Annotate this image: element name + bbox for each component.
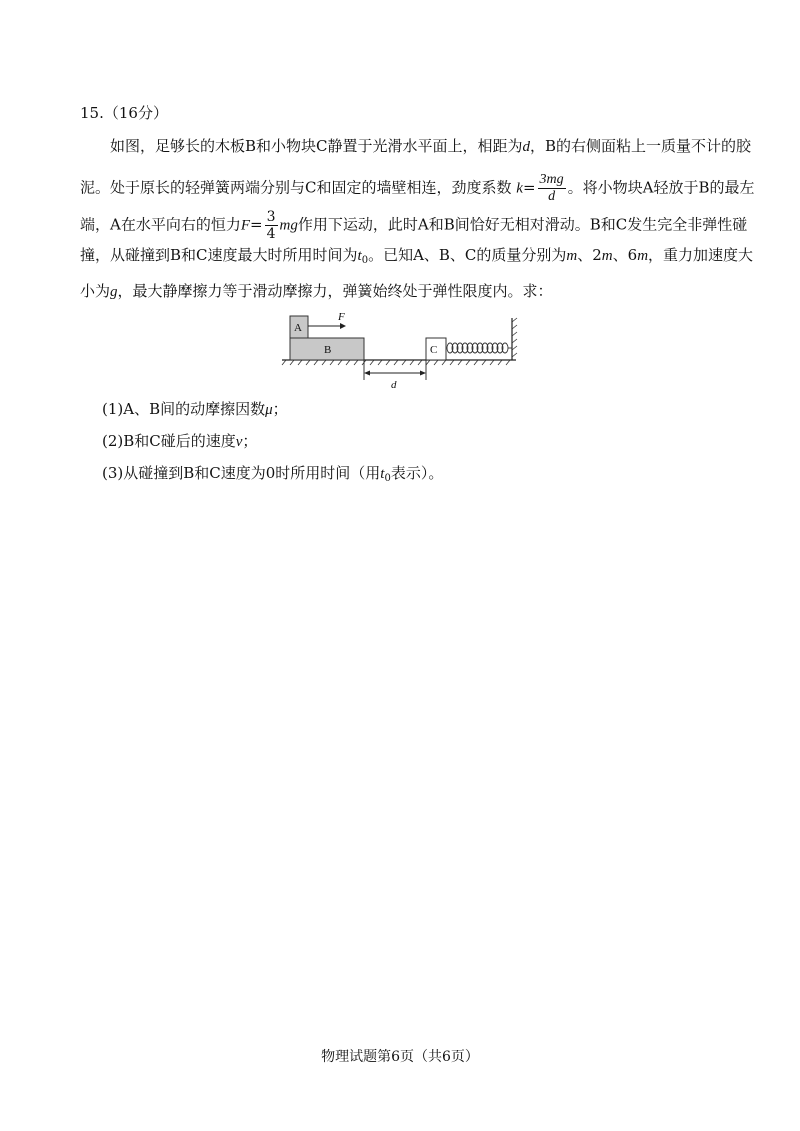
question-number: 15.（16分） <box>80 104 168 122</box>
question-paragraph-4: 撞，从碰撞到B和C速度最大时所用时间为$t_0$。已知A、B、C的质量分别为m、2m、6m，重力加速度大 <box>80 246 754 266</box>
question-paragraph-3: 端，A在水平向右的恒力F= $\frac{3}{4}$ mg作用下运动，此时A和B间恰好无相对滑动。B和C发生完全非弹性碰 <box>80 209 748 242</box>
dimension-arrow-left <box>364 371 370 376</box>
board-b-label: B <box>324 344 332 356</box>
subquestion-1: (1)A、B间的动摩擦因数μ； <box>102 400 288 418</box>
force-arrowhead <box>340 323 346 329</box>
block-c-label: C <box>430 344 438 356</box>
force-label: F <box>338 311 345 323</box>
spring <box>447 343 512 353</box>
subquestion-2: (2)B和C碰后的速度v； <box>102 432 258 450</box>
dimension-label: d <box>391 379 397 391</box>
physics-diagram <box>280 310 520 400</box>
question-paragraph-2: 泥。处于原长的轻弹簧两端分别与C和固定的墙壁相连，劲度系数 k= $\frac{3mg}{d}$ 。将小物块A轻放于B的最左 <box>80 172 755 204</box>
dimension-arrow-right <box>420 371 426 376</box>
force-fraction: $\frac{3}{4}$ <box>266 209 276 242</box>
wall-hatching <box>512 318 517 357</box>
block-a-label: A <box>294 322 302 334</box>
question-paragraph-5: 小为g，最大静摩擦力等于滑动摩擦力，弹簧始终处于弹性限度内。求： <box>80 282 553 300</box>
ground-hatching <box>282 360 510 365</box>
question-paragraph-1: 如图，足够长的木板B和小物块C静置于光滑水平面上，相距为d，B的右侧面粘上一质量不计的胶 <box>110 137 752 155</box>
subquestion-3: (3)从碰撞到B和C速度为0时所用时间（用$t_0$表示）。 <box>102 464 444 484</box>
spring-constant-fraction: $\frac{3mg}{d}$ <box>539 172 564 204</box>
page-footer: 物理试题第6页（共6页） <box>321 1049 479 1065</box>
